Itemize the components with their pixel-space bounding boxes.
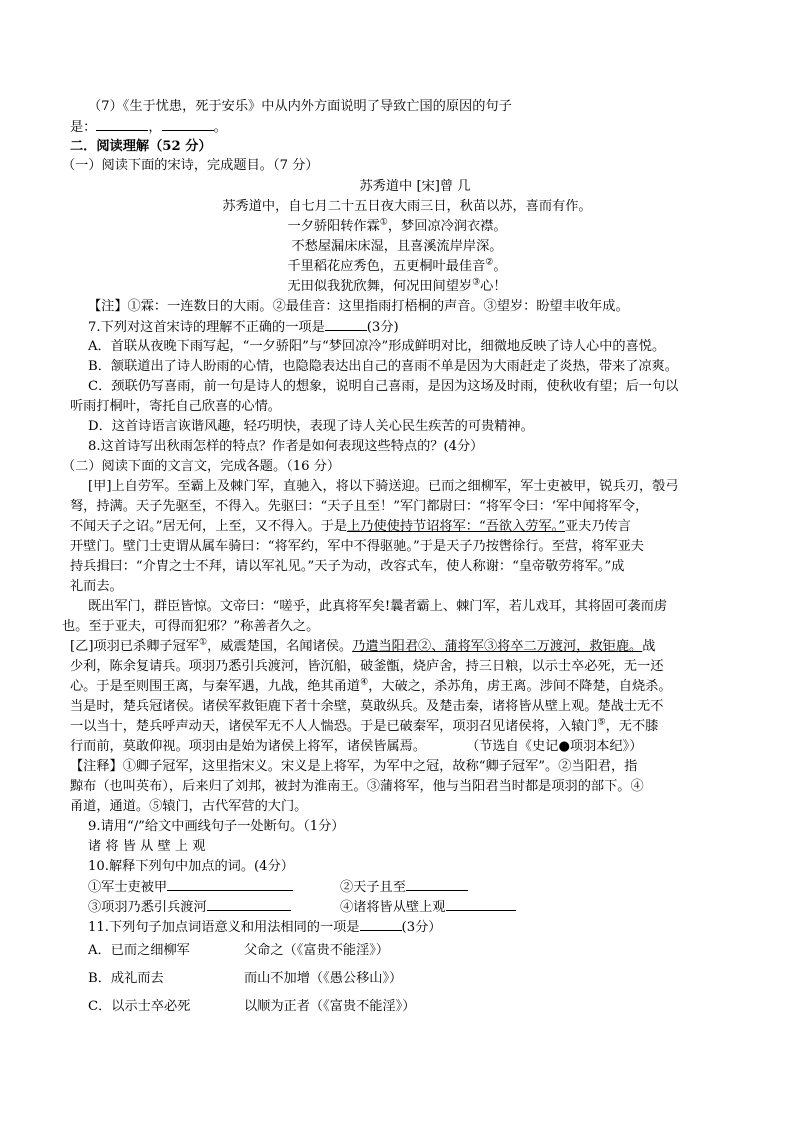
poem-line-1a: 一夕骄阳转作霖 xyxy=(287,219,380,234)
question-9: 9.请用“/”给文中画线句子一处断句。（1分） xyxy=(88,819,345,834)
question-11-score: (3分） xyxy=(401,920,442,935)
option-d: D．这首诗语言诙谐风趣，轻巧明快，表现了诗人关心民生疾苦的可贵精神。 xyxy=(88,419,534,434)
answer-blank[interactable] xyxy=(406,878,468,891)
answer-blank[interactable] xyxy=(325,318,367,331)
question-7-score: (3分) xyxy=(366,320,399,335)
poem-line-1 xyxy=(60,218,734,236)
question-10-item-4 xyxy=(340,898,516,917)
part-heading-poem: （一）阅读下面的宋诗，完成题目。（7 分） xyxy=(62,158,319,173)
item-text: ③项羽乃悉引兵渡河 xyxy=(88,900,207,915)
passage-text: 心。于是至则围王离，与秦军遇，九战，绝其甬道 xyxy=(70,679,361,694)
passage-text: ，大破之，杀苏角，虏王离。涉间不降楚，自烧杀。 xyxy=(368,679,672,694)
section-heading: 二．阅读理解（52 分） xyxy=(70,139,212,154)
passage-yi-line xyxy=(70,638,655,656)
poem-note: 【注】①霖：一连数日的大雨。②最佳音：这里指雨打梧桐的声音。③望岁：盼望丰收年成。 xyxy=(88,299,629,314)
q7-fill-sep: ， xyxy=(148,120,162,135)
poem-line-2: 不愁屋漏床床湿，且喜溪流岸岸深。 xyxy=(291,239,503,254)
passage-yi-line xyxy=(70,678,672,696)
poem-line-3 xyxy=(60,258,734,276)
q11-option-c: C．以示士卒必死 xyxy=(88,999,191,1014)
question-8: 8.这首诗写出秋雨怎样的特点？作者是如何表现这些特点的？(4分） xyxy=(88,439,484,454)
answer-blank[interactable] xyxy=(446,898,516,911)
passage-text: 战 xyxy=(642,639,656,654)
q7-fill-prefix: 是： xyxy=(70,120,97,135)
passage-text: ，威震楚国，名闻诸侯。 xyxy=(207,639,353,654)
passage-yi-line xyxy=(70,718,658,736)
answer-blank[interactable] xyxy=(167,878,293,891)
annotation-line: 甬道，通道。⑤辕门，古代军营的大门。 xyxy=(70,799,308,814)
item-text: ②天子且至 xyxy=(340,880,406,895)
q11-option-b: B．成礼而去 xyxy=(88,971,164,986)
question-10: 10.解释下列句中加点的词。(4分） xyxy=(88,859,294,874)
answer-blank[interactable] xyxy=(207,898,291,911)
q11-option-b-compare: 而山不加增（《愚公移山》） xyxy=(244,971,403,986)
poem-line-4a: 无田似我犹欣舞，何况田间望岁 xyxy=(287,279,473,294)
passage-jia-line: 开壁门。壁门士吏谓从属车骑曰：“将军约，军中不得驱驰。”于是天子乃按辔徐行。至营，将军亚夫 xyxy=(70,539,644,554)
annotation-line: 【注释】①卿子冠军，这里指宋义。宋义是上将军，为军中之冠，故称“卿子冠军”。②当阳君，指 xyxy=(70,759,638,774)
underlined-sentence: 乃遣当阳君②、蒲将军③将卒二万渡河，救钜鹿。 xyxy=(352,639,643,654)
option-c: C．颈联仍写喜雨，前一句是诗人的想象，说明自己喜雨，是因为这场及时雨，使秋收有望；后一句以 xyxy=(88,379,679,394)
question-10-item-2 xyxy=(340,878,468,897)
passage-text: [乙]项羽已杀卿子冠军 xyxy=(70,639,199,654)
q7-fill-end: 。 xyxy=(213,120,227,135)
q7-fill-line2 xyxy=(70,118,227,137)
question-9-sentence: 诸 将 皆 从 壁 上 观 xyxy=(88,839,206,854)
item-text: ①军士吏被甲 xyxy=(88,880,168,895)
option-c-cont: 听雨打桐叶，寄托自己欣喜的心情。 xyxy=(70,399,281,414)
q11-option-a: A．已而之细柳军 xyxy=(88,943,190,958)
q11-option-a-compare: 父命之（《富贵不能淫》） xyxy=(244,943,390,958)
poem-line-1b: ，梦回凉冷润衣襟。 xyxy=(387,219,507,234)
passage-jia-line: 礼而去。 xyxy=(70,579,123,594)
option-a: A．首联从夜晚下雨写起，“一夕骄阳”与“梦回凉冷”形成鲜明对比，细微地反映了诗人心中的喜悦。 xyxy=(88,339,666,354)
question-7-text: 7.下列对这首宋诗的理解不正确的一项是 xyxy=(88,320,325,335)
q7-fill-line1: （7）《生于忧患，死于安乐》中从内外方面说明了导致亡国的原因的句子 xyxy=(88,99,512,114)
passage-jia-line: 持兵揖曰：“介胄之士不拜，请以军礼见。”天子为动，改容式车，使人称谢：“皇帝敬劳将军。”成 xyxy=(70,559,625,574)
note-mark: ④ xyxy=(360,677,369,688)
underlined-sentence: 上乃使使持节诏将军：“吾欲入劳军。” xyxy=(347,519,565,534)
passage-jia-line: 也。至于亚夫，可得而犯邪？”称善者久之。 xyxy=(62,619,320,634)
question-11 xyxy=(88,918,441,937)
answer-blank[interactable] xyxy=(96,118,148,131)
passage-source: （节选自《史记●项羽本纪》） xyxy=(466,739,643,754)
question-11-text: 11.下列句子加点词语意义和用法相同的一项是 xyxy=(88,920,360,935)
note-mark: ① xyxy=(379,217,388,228)
note-mark: ③ xyxy=(472,277,481,288)
option-b: B．颔联道出了诗人盼雨的心情，也隐隐表达出自己的喜雨不单是因为大雨赶走了炎热，带来了凉爽。 xyxy=(88,359,678,374)
poem-line-4b: 心！ xyxy=(480,279,507,294)
passage-jia-line: 弩，持满。天子先驱至，不得入。先驱曰：“天子且至！”军门都尉曰：“将军令曰：‘军中闻将军令， xyxy=(70,499,649,514)
passage-yi-line: 当是时，楚兵冠诸侯。诸侯军救钜鹿下者十余壁，莫敢纵兵。及楚击秦，诸将皆从壁上观。楚战士无不 xyxy=(70,699,664,714)
passage-yi-line xyxy=(70,738,642,756)
note-mark: ⑤ xyxy=(597,717,606,728)
item-text: ④诸将皆从壁上观 xyxy=(340,900,446,915)
passage-text: 行而前，莫敢仰视。项羽由是始为诸侯上将军，诸侯皆属焉。 xyxy=(70,739,427,754)
answer-blank[interactable] xyxy=(162,118,214,131)
poem-line-3a: 千里稻花应秀色，五更桐叶最佳音 xyxy=(287,259,486,274)
answer-blank[interactable] xyxy=(360,918,402,931)
passage-jia-line: 既出军门，群臣皆惊。文帝曰：“嗟乎，此真将军矣!曩者霸上、棘门军，若儿戏耳，其将固可袭而虏 xyxy=(88,599,668,614)
passage-text: 亚夫乃传言 xyxy=(564,519,631,534)
question-10-item-1 xyxy=(88,878,293,897)
passage-text: 一以当十，楚兵呼声动天，诸侯军无不人人惴恐。于是已破秦军，项羽召见诸侯将，入辕门 xyxy=(70,719,598,734)
passage-yi-line: 少利，陈余复请兵。项羽乃悉引兵渡河，皆沉船，破釜甑，烧庐舍，持三日粮，以示士卒必死，无一还 xyxy=(70,659,664,674)
annotation-line: 黥布（也叫英布），后来归了刘邦，被封为淮南王。③蒲将军，他与当阳君当时都是项羽的部下。④ xyxy=(70,779,644,794)
question-7 xyxy=(88,318,399,337)
poem-intro: 苏秀道中，自七月二十五日夜大雨三日，秋苗以苏，喜而有作。 xyxy=(222,199,592,214)
passage-text: ，无不膝 xyxy=(605,719,659,734)
poem-title: 苏秀道中 [宋]曾 几 xyxy=(359,179,471,194)
poem-line-3b: 。 xyxy=(493,259,507,274)
passage-text: 不闻天子之诏。”居无何，上至，又不得入。于是 xyxy=(70,519,348,534)
poem-line-4 xyxy=(60,278,734,296)
q11-option-c-compare: 以顺为正者（《富贵不能淫》） xyxy=(244,999,416,1014)
passage-jia-line xyxy=(70,518,631,536)
note-mark: ② xyxy=(485,257,494,268)
part-heading-prose: （二）阅读下面的文言文，完成各题。（16 分） xyxy=(62,459,341,474)
question-10-item-3 xyxy=(88,898,291,917)
passage-jia-line: [甲]上自劳军。至霸上及棘门军，直驰入，将以下骑送迎。已而之细柳军，军士吏被甲，锐兵刃，彀弓 xyxy=(88,479,679,494)
note-mark: ① xyxy=(198,637,208,648)
